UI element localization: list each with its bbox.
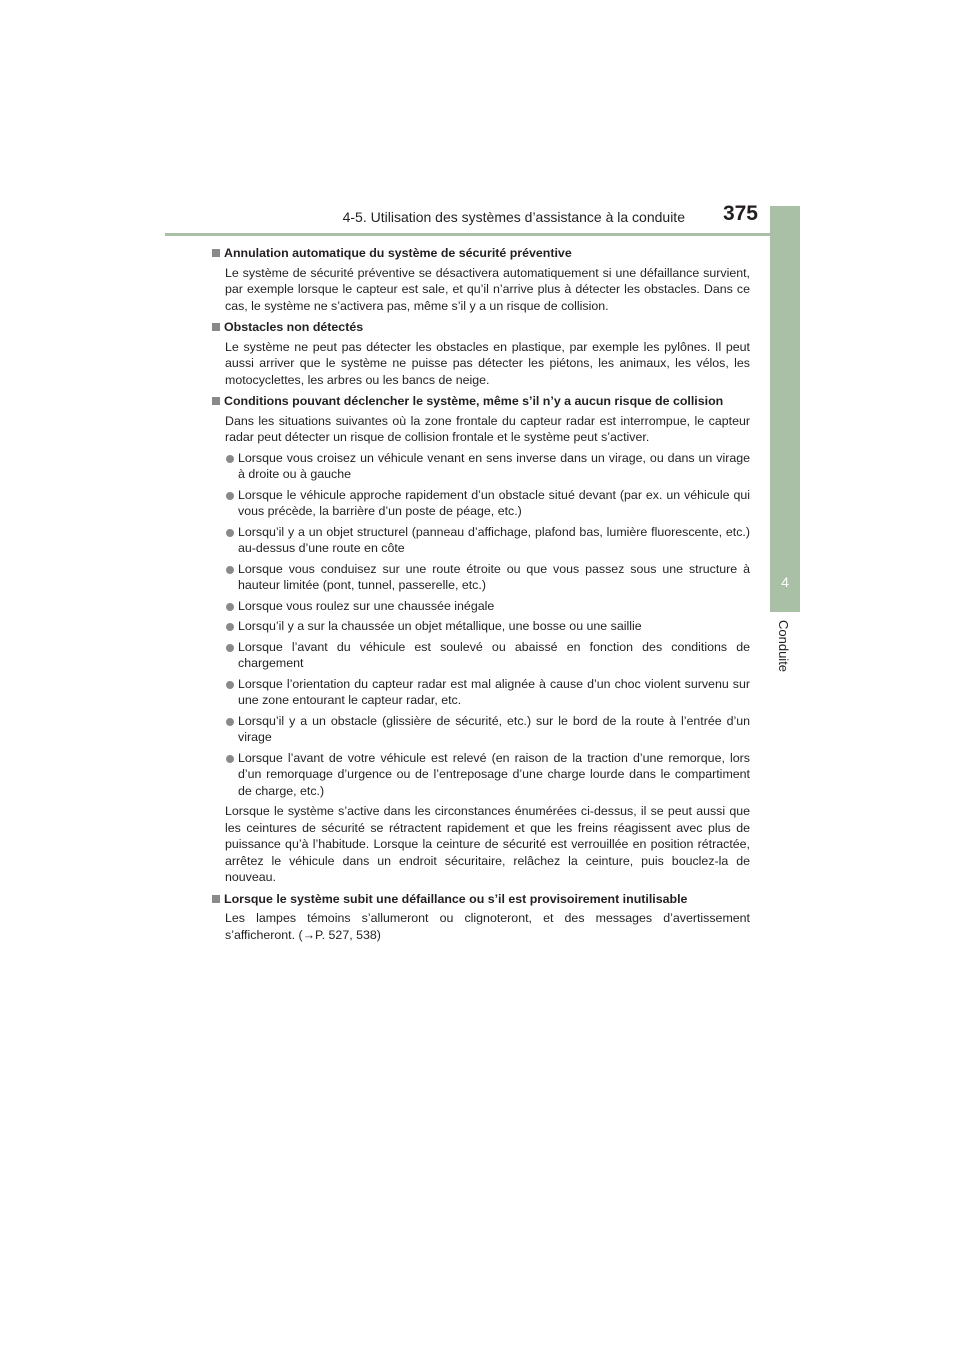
section-closing-paragraph: Lorsque le système s’active dans les circonstances énumérées ci-dessus, il se peut aussi que les ceintures de sécurité se rétractent rapidement et que les freins réagissent avec plus de puissance qu’à l’habitude. Lorsque la ceinture de sécurité est verrouillée en position rétractée, arrêtez le véhicule dans un endroit sécuritaire, relâchez la ceinture, puis bouclez-la de nouveau. <box>225 804 750 884</box>
list-item: Lorsque le véhicule approche rapidement d’un obstacle situé devant (par ex. un véhicule qui vous précède, la barrière d’un poste de péage, etc.) <box>212 487 750 520</box>
page-content <box>212 245 750 948</box>
section-false-trigger-conditions <box>212 393 750 886</box>
list-item: Lorsqu’il y a sur la chaussée un objet métallique, une bosse ou une saillie <box>212 618 750 635</box>
round-bullet-icon <box>226 492 234 500</box>
round-bullet-icon <box>226 755 234 763</box>
chapter-number: 4 <box>770 552 800 612</box>
list-item: Lorsque l’avant du véhicule est soulevé ou abaissé en fonction des conditions de chargement <box>212 639 750 672</box>
round-bullet-icon <box>226 603 234 611</box>
list-item: Lorsqu’il y a un obstacle (glissière de sécurité, etc.) sur le bord de la route à l’entrée d’un virage <box>212 713 750 746</box>
list-item: Lorsque vous conduisez sur une route étroite ou que vous passez sous une structure à hauteur limitée (pont, tunnel, passerelle, etc.) <box>212 561 750 594</box>
side-tab-bar <box>770 206 800 552</box>
list-item: Lorsque vous roulez sur une chaussée inégale <box>212 598 750 615</box>
round-bullet-icon <box>226 623 234 631</box>
section-paragraph: Le système ne peut pas détecter les obstacles en plastique, par exemple les pylônes. Il peut aussi arriver que le système ne puisse pas détecter les piétons, les animaux, les vélos, les motocyclettes, les arbres ou les bancs de neige. <box>225 339 750 387</box>
section-heading: Annulation automatique du système de sécurité préventive <box>212 245 750 262</box>
list-item: Lorsque l’orientation du capteur radar est mal alignée à cause d’un choc violent survenu sur une zone entourant le capteur radar, etc. <box>212 676 750 709</box>
section-paragraph: Les lampes témoins s’allumeront ou clignoteront, et des messages d’avertissement s’afficheront. (→P. 527, 538) <box>225 911 750 942</box>
list-item: Lorsque vous croisez un véhicule venant en sens inverse dans un virage, ou dans un virage à droite ou à gauche <box>212 450 750 483</box>
page-header <box>165 200 800 236</box>
section-undetected-obstacles <box>212 319 750 388</box>
round-bullet-icon <box>226 566 234 574</box>
square-bullet-icon <box>212 397 220 405</box>
round-bullet-icon <box>226 644 234 652</box>
chapter-side-tab <box>770 206 800 673</box>
section-heading: Obstacles non détectés <box>212 319 750 336</box>
round-bullet-icon <box>226 718 234 726</box>
chapter-title: 4-5. Utilisation des systèmes d’assistance à la conduite <box>342 209 685 225</box>
list-item: Lorsqu’il y a un objet structurel (panneau d’affichage, plafond bas, lumière fluorescente, etc.) au-dessus d’une route en côte <box>212 524 750 557</box>
section-system-failure <box>212 891 750 944</box>
header-rule <box>165 233 800 236</box>
round-bullet-icon <box>226 681 234 689</box>
section-paragraph: Dans les situations suivantes où la zone frontale du capteur radar est interrompue, le capteur radar peut détecter un risque de collision frontale et le système peut s’activer. <box>225 413 750 444</box>
section-auto-cancel <box>212 245 750 314</box>
square-bullet-icon <box>212 323 220 331</box>
round-bullet-icon <box>226 455 234 463</box>
chapter-label: Conduite <box>776 620 791 673</box>
square-bullet-icon <box>212 249 220 257</box>
round-bullet-icon <box>226 529 234 537</box>
section-paragraph: Le système de sécurité préventive se désactivera automatiquement si une défaillance survient, par exemple lorsque le capteur est sale, et qu’il n’arrive plus à détecter les obstacles. Dans ce cas, le système ne s’activera pas, même s’il y a un risque de collision. <box>225 265 750 313</box>
page-number: 375 <box>722 202 758 225</box>
list-item: Lorsque l’avant de votre véhicule est relevé (en raison de la traction d’une remorque, lors d’un remorquage d’urgence ou de l’entreposage d’une charge lourde dans le compartiment de charge, etc.) <box>212 750 750 800</box>
section-heading: Conditions pouvant déclencher le système, même s’il n’y a aucun risque de collision <box>212 393 750 410</box>
square-bullet-icon <box>212 895 220 903</box>
section-heading: Lorsque le système subit une défaillance ou s’il est provisoirement inutilisable <box>212 891 750 908</box>
